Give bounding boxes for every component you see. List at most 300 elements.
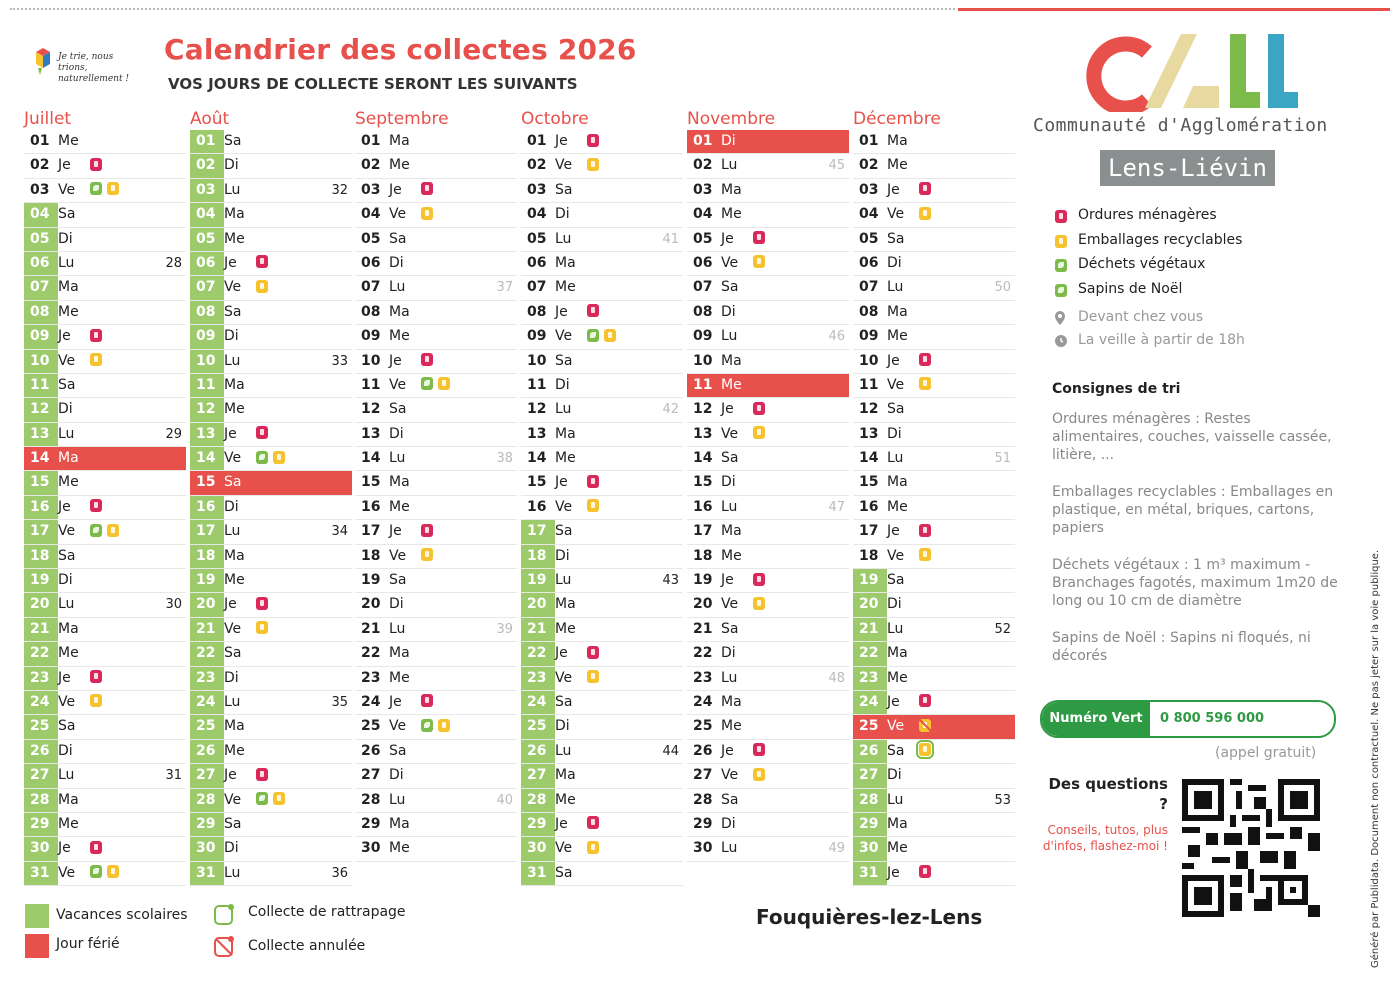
weekday: Ve	[224, 620, 242, 637]
week-number: 46	[828, 329, 845, 345]
day-number: 15	[693, 474, 713, 491]
weekday: Di	[389, 254, 404, 271]
day-row	[687, 325, 849, 349]
ordures-icon	[919, 524, 931, 537]
day-row	[24, 667, 186, 691]
day-row	[355, 764, 517, 788]
legend-dv: Déchets végétaux	[1078, 256, 1206, 272]
numero-vert-number[interactable]: 0 800 596 000	[1160, 711, 1265, 726]
weekday: Lu	[555, 742, 572, 759]
qr-code[interactable]	[1182, 779, 1320, 917]
emballages-icon	[421, 548, 433, 561]
day-row	[687, 813, 849, 837]
weekday: Je	[721, 572, 734, 589]
weekday: Di	[224, 840, 239, 857]
day-number: 15	[24, 471, 58, 494]
day-number: 18	[521, 545, 555, 568]
day-row	[190, 398, 352, 422]
weekday: Lu	[389, 279, 406, 296]
day-number: 03	[859, 181, 879, 198]
day-number: 09	[859, 328, 879, 345]
weekday: Je	[389, 693, 402, 710]
weekday: Me	[887, 498, 908, 515]
weekday: Di	[224, 328, 239, 345]
day-number: 09	[24, 325, 58, 348]
weekday: Ma	[721, 693, 742, 710]
weekday: Lu	[58, 425, 75, 442]
day-number: 07	[859, 279, 879, 296]
day-number: 07	[693, 279, 713, 296]
day-row	[190, 325, 352, 349]
day-row	[24, 374, 186, 398]
day-number: 19	[521, 569, 555, 592]
weekday: Di	[887, 767, 902, 784]
day-row	[521, 569, 683, 593]
weekday: Me	[555, 620, 576, 637]
day-row	[355, 179, 517, 203]
week-number: 50	[994, 280, 1011, 296]
weekday: Ma	[224, 376, 245, 393]
numero-vert-box[interactable]	[1040, 700, 1336, 738]
consigne-dv: Déchets végétaux : 1 m³ maximum - Branchages fagotés, maximum 1m20 de long ou 10 cm de diamètre	[1052, 557, 1338, 609]
day-row	[24, 789, 186, 813]
weekday: Ma	[389, 645, 410, 662]
day-number: 24	[853, 691, 887, 714]
day-number: 17	[24, 520, 58, 543]
appel-gratuit: (appel gratuit)	[1215, 745, 1317, 761]
day-row	[190, 789, 352, 813]
legend-veille: La veille à partir de 18h	[1078, 332, 1245, 348]
weekday: Di	[555, 376, 570, 393]
day-row	[853, 813, 1015, 837]
day-row	[190, 374, 352, 398]
day-row	[521, 740, 683, 764]
day-row	[853, 374, 1015, 398]
day-number: 22	[361, 645, 381, 662]
weekday: Me	[389, 157, 410, 174]
day-row	[853, 691, 1015, 715]
day-row	[355, 813, 517, 837]
day-row	[355, 350, 517, 374]
month-name: Novembre	[687, 109, 776, 129]
day-number: 05	[527, 230, 547, 247]
day-number: 05	[190, 228, 224, 251]
week-number: 31	[165, 768, 182, 784]
weekday: Me	[58, 303, 79, 320]
weekday: Di	[721, 815, 736, 832]
day-number: 25	[361, 718, 381, 735]
day-number: 30	[24, 837, 58, 860]
weekday: Je	[721, 401, 734, 418]
weekday: Sa	[887, 572, 905, 589]
day-row	[24, 471, 186, 495]
annulee-icon	[212, 934, 236, 958]
weekday: Ve	[58, 864, 76, 881]
day-number: 31	[521, 862, 555, 885]
day-row	[355, 715, 517, 739]
weekday: Ma	[58, 450, 79, 467]
weekday: Lu	[555, 401, 572, 418]
weekday: Di	[389, 767, 404, 784]
weekday: Ma	[389, 474, 410, 491]
week-number: 30	[165, 597, 182, 613]
week-number: 28	[165, 255, 182, 271]
day-row	[853, 789, 1015, 813]
day-number: 09	[693, 328, 713, 345]
day-row	[190, 715, 352, 739]
day-row	[521, 423, 683, 447]
day-number: 13	[527, 425, 547, 442]
day-row	[687, 764, 849, 788]
day-row	[190, 130, 352, 154]
day-number: 19	[693, 572, 713, 589]
week-number: 45	[828, 158, 845, 174]
day-row	[355, 398, 517, 422]
weekday: Ve	[887, 718, 905, 735]
day-row	[190, 837, 352, 861]
emballages-icon	[273, 451, 285, 464]
day-row	[687, 203, 849, 227]
weekday: Di	[721, 474, 736, 491]
weekday: Ma	[58, 279, 79, 296]
day-row	[687, 618, 849, 642]
day-row	[24, 350, 186, 374]
day-row	[355, 325, 517, 349]
day-number: 13	[693, 425, 713, 442]
weekday: Sa	[224, 815, 242, 832]
weekday: Di	[58, 572, 73, 589]
day-number: 31	[190, 862, 224, 885]
emballages-icon	[753, 768, 765, 781]
day-row	[853, 301, 1015, 325]
day-row	[190, 228, 352, 252]
day-row	[687, 447, 849, 471]
tri-logo-line-1: Je trie, nous trions,	[58, 52, 114, 73]
weekday: Sa	[58, 376, 76, 393]
day-row	[853, 447, 1015, 471]
ferie-label: Jour férié	[56, 936, 120, 952]
page-subtitle: VOS JOURS DE COLLECTE SERONT LES SUIVANTS	[168, 75, 578, 93]
month-name: Août	[190, 109, 230, 129]
day-row	[853, 203, 1015, 227]
rattrapage-icon	[212, 902, 236, 926]
day-row	[853, 252, 1015, 276]
day-row	[521, 325, 683, 349]
day-number: 02	[527, 157, 547, 174]
emballages-icon	[90, 694, 102, 707]
day-number: 06	[190, 252, 224, 275]
legend-sn: Sapins de Noël	[1078, 281, 1183, 297]
day-row	[521, 154, 683, 178]
tri-logo	[30, 44, 140, 82]
ordures-icon	[753, 743, 765, 756]
day-number: 27	[693, 767, 713, 784]
vacances-swatch	[25, 904, 49, 928]
day-row	[190, 471, 352, 495]
day-number: 21	[361, 620, 381, 637]
day-number: 01	[693, 133, 713, 149]
emballages-icon	[604, 329, 616, 342]
day-row	[355, 740, 517, 764]
day-row	[190, 593, 352, 617]
day-row	[190, 545, 352, 569]
weekday: Ma	[555, 767, 576, 784]
day-number: 07	[24, 276, 58, 299]
day-number: 07	[527, 279, 547, 296]
day-number: 12	[190, 398, 224, 421]
day-row	[355, 228, 517, 252]
day-number: 29	[521, 813, 555, 836]
day-row	[190, 447, 352, 471]
ordures-icon	[90, 841, 102, 854]
day-number: 01	[527, 133, 547, 149]
day-number: 16	[527, 498, 547, 515]
day-number: 28	[521, 789, 555, 812]
day-number: 20	[693, 596, 713, 613]
day-row	[190, 764, 352, 788]
week-number: 40	[496, 792, 513, 808]
day-number: 04	[361, 206, 381, 223]
day-number: 04	[859, 206, 879, 223]
day-number: 05	[24, 228, 58, 251]
day-number: 23	[521, 667, 555, 690]
ordures-icon	[587, 475, 599, 488]
emballages-icon	[919, 377, 931, 390]
day-number: 11	[190, 374, 224, 397]
weekday: Sa	[58, 206, 76, 223]
weekday: Je	[555, 645, 568, 662]
brand-line: Communauté d'Agglomération	[1033, 115, 1328, 136]
consigne-om: Ordures ménagères : Restes alimentaires, couches, vaisselle cassée, litière, ...	[1052, 411, 1332, 463]
day-row	[24, 618, 186, 642]
day-number: 15	[527, 474, 547, 491]
day-number: 19	[853, 569, 887, 592]
weekday: Me	[555, 791, 576, 808]
day-number: 21	[853, 618, 887, 641]
emballages-icon	[107, 865, 119, 878]
day-row	[687, 837, 849, 861]
day-row	[853, 715, 1015, 739]
day-number: 01	[361, 133, 381, 149]
day-number: 12	[527, 401, 547, 418]
day-number: 14	[30, 450, 50, 467]
ordures-icon	[753, 402, 765, 415]
day-row	[853, 862, 1015, 886]
day-row	[190, 618, 352, 642]
weekday: Ma	[555, 596, 576, 613]
weekday: Ve	[389, 547, 407, 564]
week-number: 52	[994, 621, 1011, 637]
day-number: 12	[24, 398, 58, 421]
day-row	[190, 520, 352, 544]
day-number: 30	[190, 837, 224, 860]
emballages-icon	[587, 158, 599, 171]
day-row	[355, 203, 517, 227]
weekday: Je	[721, 230, 734, 247]
day-number: 29	[190, 813, 224, 836]
day-number: 01	[30, 133, 50, 149]
day-number: 24	[361, 693, 381, 710]
day-number: 20	[24, 593, 58, 616]
ordures-icon	[421, 524, 433, 537]
weekday: Ma	[887, 303, 908, 320]
ordures-icon	[421, 182, 433, 195]
day-row	[687, 496, 849, 520]
day-number: 21	[190, 618, 224, 641]
weekday: Me	[721, 718, 742, 735]
day-row	[24, 154, 186, 178]
weekday: Ve	[887, 376, 905, 393]
weekday: Ma	[224, 547, 245, 564]
day-row	[521, 447, 683, 471]
brand-box: Lens-Liévin	[1100, 150, 1275, 186]
day-row	[24, 228, 186, 252]
day-row	[24, 593, 186, 617]
day-number: 06	[24, 252, 58, 275]
day-row	[521, 593, 683, 617]
weekday: Ve	[721, 596, 739, 613]
day-number: 27	[361, 767, 381, 784]
day-number: 25	[693, 718, 713, 735]
month-column	[687, 108, 849, 862]
weekday: Me	[721, 547, 742, 564]
week-number: 37	[496, 280, 513, 296]
vegetaux-icon	[90, 865, 102, 878]
day-number: 18	[24, 545, 58, 568]
weekday: Me	[887, 840, 908, 857]
day-row	[24, 715, 186, 739]
day-row	[521, 276, 683, 300]
month-column	[24, 108, 186, 886]
weekday: Lu	[58, 254, 75, 271]
day-number: 01	[190, 130, 224, 153]
weekday: Je	[887, 181, 900, 198]
day-number: 09	[361, 328, 381, 345]
day-number: 10	[693, 352, 713, 369]
emballages-icon	[587, 670, 599, 683]
day-number: 04	[693, 206, 713, 223]
day-row	[853, 423, 1015, 447]
day-number: 04	[190, 203, 224, 226]
day-row	[24, 203, 186, 227]
weekday: Lu	[224, 352, 241, 369]
day-row	[853, 667, 1015, 691]
day-number: 20	[853, 593, 887, 616]
month-name: Décembre	[853, 109, 941, 129]
emballages-icon	[256, 621, 268, 634]
side-credit: Généré par Publidata. Document non contractuel. Ne pas jeter sur la voie publique.	[1370, 549, 1381, 968]
sapin-icon	[1055, 284, 1067, 297]
day-number: 18	[693, 547, 713, 564]
day-row	[687, 252, 849, 276]
day-number: 23	[361, 669, 381, 686]
day-number: 12	[693, 401, 713, 418]
day-row	[521, 203, 683, 227]
weekday: Lu	[224, 523, 241, 540]
day-number: 24	[521, 691, 555, 714]
day-row	[521, 545, 683, 569]
weekday: Di	[58, 742, 73, 759]
weekday: Je	[555, 474, 568, 491]
day-row	[355, 154, 517, 178]
ordures-icon	[753, 573, 765, 586]
day-number: 24	[190, 691, 224, 714]
weekday: Me	[224, 572, 245, 589]
day-row	[521, 130, 683, 154]
day-row	[521, 691, 683, 715]
day-row	[853, 496, 1015, 520]
day-number: 15	[361, 474, 381, 491]
day-number: 03	[527, 181, 547, 198]
day-number: 14	[361, 450, 381, 467]
day-number: 10	[859, 352, 879, 369]
weekday: Me	[555, 450, 576, 467]
day-number: 06	[361, 254, 381, 271]
day-number: 11	[693, 376, 713, 393]
day-number: 12	[361, 401, 381, 418]
day-row	[355, 130, 517, 154]
emballages-icon	[256, 280, 268, 293]
day-row	[521, 228, 683, 252]
day-number: 11	[859, 376, 879, 393]
vegetaux-icon	[421, 377, 433, 390]
weekday: Di	[555, 547, 570, 564]
weekday: Ve	[224, 450, 242, 467]
week-number: 36	[331, 865, 348, 881]
weekday: Ma	[58, 791, 79, 808]
weekday: Ma	[721, 181, 742, 198]
day-number: 28	[693, 791, 713, 808]
day-number: 07	[190, 276, 224, 299]
weekday: Lu	[555, 572, 572, 589]
emballages-icon	[273, 792, 285, 805]
day-number: 30	[361, 840, 381, 857]
month-name: Octobre	[521, 109, 589, 129]
day-number: 16	[693, 498, 713, 515]
weekday: Sa	[389, 401, 407, 418]
vacances-label: Vacances scolaires	[56, 907, 188, 923]
day-row	[190, 691, 352, 715]
weekday: Lu	[721, 669, 738, 686]
weekday: Sa	[555, 352, 573, 369]
day-number: 20	[361, 596, 381, 613]
commune-name: Fouquières-lez-Lens	[756, 905, 983, 929]
day-number: 15	[859, 474, 879, 491]
weekday: Sa	[555, 523, 573, 540]
day-row	[190, 667, 352, 691]
weekday: Sa	[389, 742, 407, 759]
day-number: 23	[693, 669, 713, 686]
day-row	[521, 837, 683, 861]
weekday: Je	[58, 840, 71, 857]
week-number: 48	[828, 670, 845, 686]
day-row	[853, 350, 1015, 374]
day-row	[190, 496, 352, 520]
day-row	[24, 764, 186, 788]
weekday: Ve	[555, 840, 573, 857]
day-number: 06	[859, 254, 879, 271]
day-number: 20	[521, 593, 555, 616]
day-number: 10	[190, 350, 224, 373]
vegetaux-icon	[256, 792, 268, 805]
ordures-icon	[421, 353, 433, 366]
day-row	[853, 642, 1015, 666]
day-row	[355, 789, 517, 813]
day-row	[355, 447, 517, 471]
day-number: 12	[859, 401, 879, 418]
day-number: 31	[24, 862, 58, 885]
emballages-icon	[438, 377, 450, 390]
